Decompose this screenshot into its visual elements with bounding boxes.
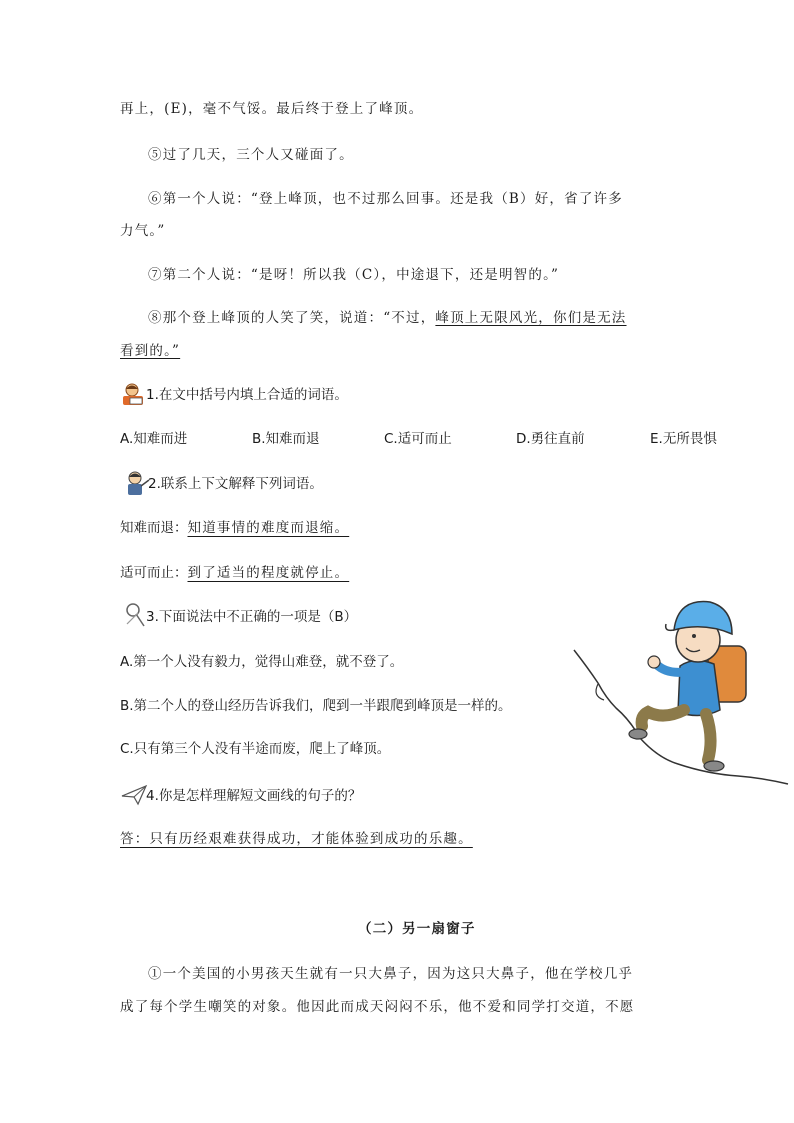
option-d: D.勇往直前 [516,431,585,447]
option-a: A.知难而进 [120,431,188,447]
term-answer: 知道事情的难度而退缩。 [187,520,350,536]
paragraph-6: ⑥第一个人说：“登上峰顶，也不过那么回事。还是我（B）好，省了许多 [148,191,623,207]
passage-line: 成了每个学生嘲笑的对象。他因此而成天闷闷不乐，他不爱和同学打交道，不愿 [120,999,635,1015]
paragraph-8-text: ⑧那个登上峰顶的人笑了笑，说道：“不过， [148,310,436,326]
choice-a: A.第一个人没有毅力，觉得山难登，就不登了。 [120,654,404,670]
question-4-answer: 答：只有历经艰难获得成功，才能体验到成功的乐趣。 [120,831,473,847]
question-1-title: 1.在文中括号内填上合适的词语。 [146,387,348,403]
paper-plane-icon [120,782,148,808]
term-row-1 [120,516,349,537]
paragraph-7: ⑦第二个人说：“是呀！所以我（C），中途退下，还是明智的。” [148,267,560,283]
choice-c: C.只有第三个人没有半途而废，爬上了峰顶。 [120,741,391,757]
question-4-title: 4.你是怎样理解短文画线的句子的？ [146,788,362,804]
term-label: 知难而退： [120,520,188,536]
term-row-2 [120,561,349,582]
question-2-title: 2.联系上下文解释下列词语。 [148,476,323,492]
paragraph-8 [148,306,627,326]
underlined-sentence-cont: 看到的。” [120,343,181,359]
passage-title: （二）另一扇窗子 [358,921,476,937]
passage-line: ①一个美国的小男孩天生就有一只大鼻子，因为这只大鼻子，他在学校几乎 [148,966,634,982]
underlined-sentence: 峰顶上无限风光，你们是无法 [435,310,627,326]
choice-b: B.第二个人的登山经历告诉我们，爬到一半跟爬到峰顶是一样的。 [120,698,512,714]
paragraph-6-cont: 力气。” [120,223,166,239]
hiker-illustration [568,588,790,788]
term-label: 适可而止： [120,565,188,581]
term-answer: 到了适当的程度就停止。 [187,565,350,581]
question-3-title: 3.下面说法中不正确的一项是（B） [146,609,358,625]
option-c: C.适可而止 [384,431,452,447]
reading-child-icon [120,381,148,407]
passage-line: 再上，(E)，毫不气馁。最后终于登上了峰顶。 [120,101,424,117]
option-e: E.无所畏惧 [650,431,717,447]
option-b: B.知难而退 [252,431,320,447]
paragraph-5: ⑤过了几天，三个人又碰面了。 [148,147,354,163]
